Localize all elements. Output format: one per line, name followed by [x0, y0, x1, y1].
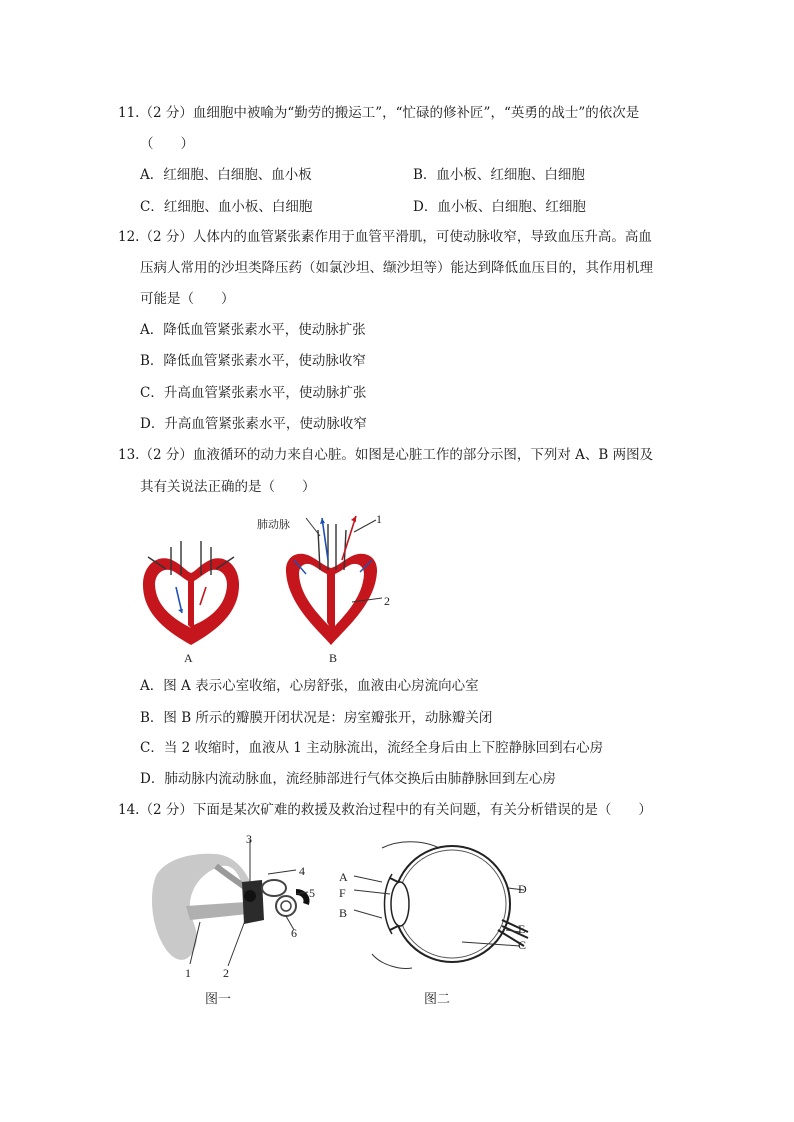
heart-a-label: A — [184, 651, 193, 665]
q13-option-a: A．图 A 表示心室收缩，心房舒张，血液由心房流向心室 — [140, 678, 479, 694]
heart-diagram-a — [136, 535, 246, 650]
eye-label-b: B — [339, 906, 348, 920]
q12-stem-line-1: 12.（2 分）人体内的血管紧张素作用于血管平滑肌，可使动脉收窄，导致血压升高。高血 — [118, 229, 652, 245]
q12-option-b: B．降低血管紧张素水平，使动脉收窄 — [140, 353, 366, 369]
heart-b-label: B — [329, 651, 338, 665]
pulmonary-artery-label: 肺动脉 — [257, 518, 290, 531]
ear-label-1: 1 — [185, 966, 191, 980]
q13-option-d: D．肺动脉内流动脉血，流经肺部进行气体交换后由肺静脉回到左心房 — [140, 771, 556, 787]
ear-label-3: 3 — [246, 832, 252, 846]
eye-label-e: E — [518, 922, 526, 936]
heart-b-label-1: 1 — [376, 512, 382, 526]
q13-option-b: B．图 B 所示的瓣膜开闭状况是：房室瓣张开，动脉瓣关闭 — [140, 710, 493, 726]
heart-diagram-b — [276, 510, 401, 650]
q11-option-d: D．血小板、白细胞、红细胞 — [413, 199, 586, 215]
eye-label-d: D — [518, 882, 527, 896]
figure-1-caption: 图一 — [205, 992, 232, 1007]
q11-stem: 11.（2 分）血细胞中被喻为“勤劳的搬运工”，“忙碌的修补匠”，“英勇的战士”的依次是 — [118, 105, 640, 121]
q12-stem-line-2: 压病人常用的沙坦类降压药（如氯沙坦、缬沙坦等）能达到降低血压目的，其作用机理 — [140, 260, 653, 276]
q14-stem: 14.（2 分）下面是某次矿难的救援及救治过程中的有关问题，有关分析错误的是（ ） — [118, 802, 652, 818]
figure-2-caption: 图二 — [424, 992, 451, 1007]
q12-stem-line-3: 可能是（ ） — [140, 291, 235, 307]
heart-b-label-2: 2 — [384, 594, 390, 608]
q13-option-c: C．当 2 收缩时，血液从 1 主动脉流出，流经全身后由上下腔静脉回到右心房 — [140, 740, 604, 756]
eye-label-f: F — [339, 886, 346, 900]
q11-option-a: A．红细胞、白细胞、血小板 — [140, 167, 312, 183]
eye-diagram — [352, 834, 532, 974]
q13-stem-line-1: 13.（2 分）血液循环的动力来自心脏。如图是心脏工作的部分示图，下列对 A、B 两图及 — [118, 447, 654, 463]
q11-option-b: B．血小板、红细胞、白细胞 — [413, 167, 585, 183]
ear-label-6: 6 — [291, 926, 297, 940]
q11-option-c: C．红细胞、血小板、白细胞 — [140, 199, 313, 215]
ear-label-5: 5 — [309, 886, 315, 900]
q12-option-d: D．升高血管紧张素水平，使动脉收窄 — [140, 416, 367, 432]
q11-answer-paren: （ ） — [140, 136, 194, 152]
ear-diagram — [146, 836, 316, 976]
q12-option-c: C．升高血管紧张素水平，使动脉扩张 — [140, 385, 367, 401]
eye-label-a: A — [339, 870, 348, 884]
ear-label-2: 2 — [223, 966, 229, 980]
q12-option-a: A．降低血管紧张素水平，使动脉扩张 — [140, 322, 366, 338]
q13-stem-line-2: 其有关说法正确的是（ ） — [140, 479, 316, 495]
eye-label-c: C — [518, 938, 527, 952]
ear-label-4: 4 — [299, 864, 305, 878]
